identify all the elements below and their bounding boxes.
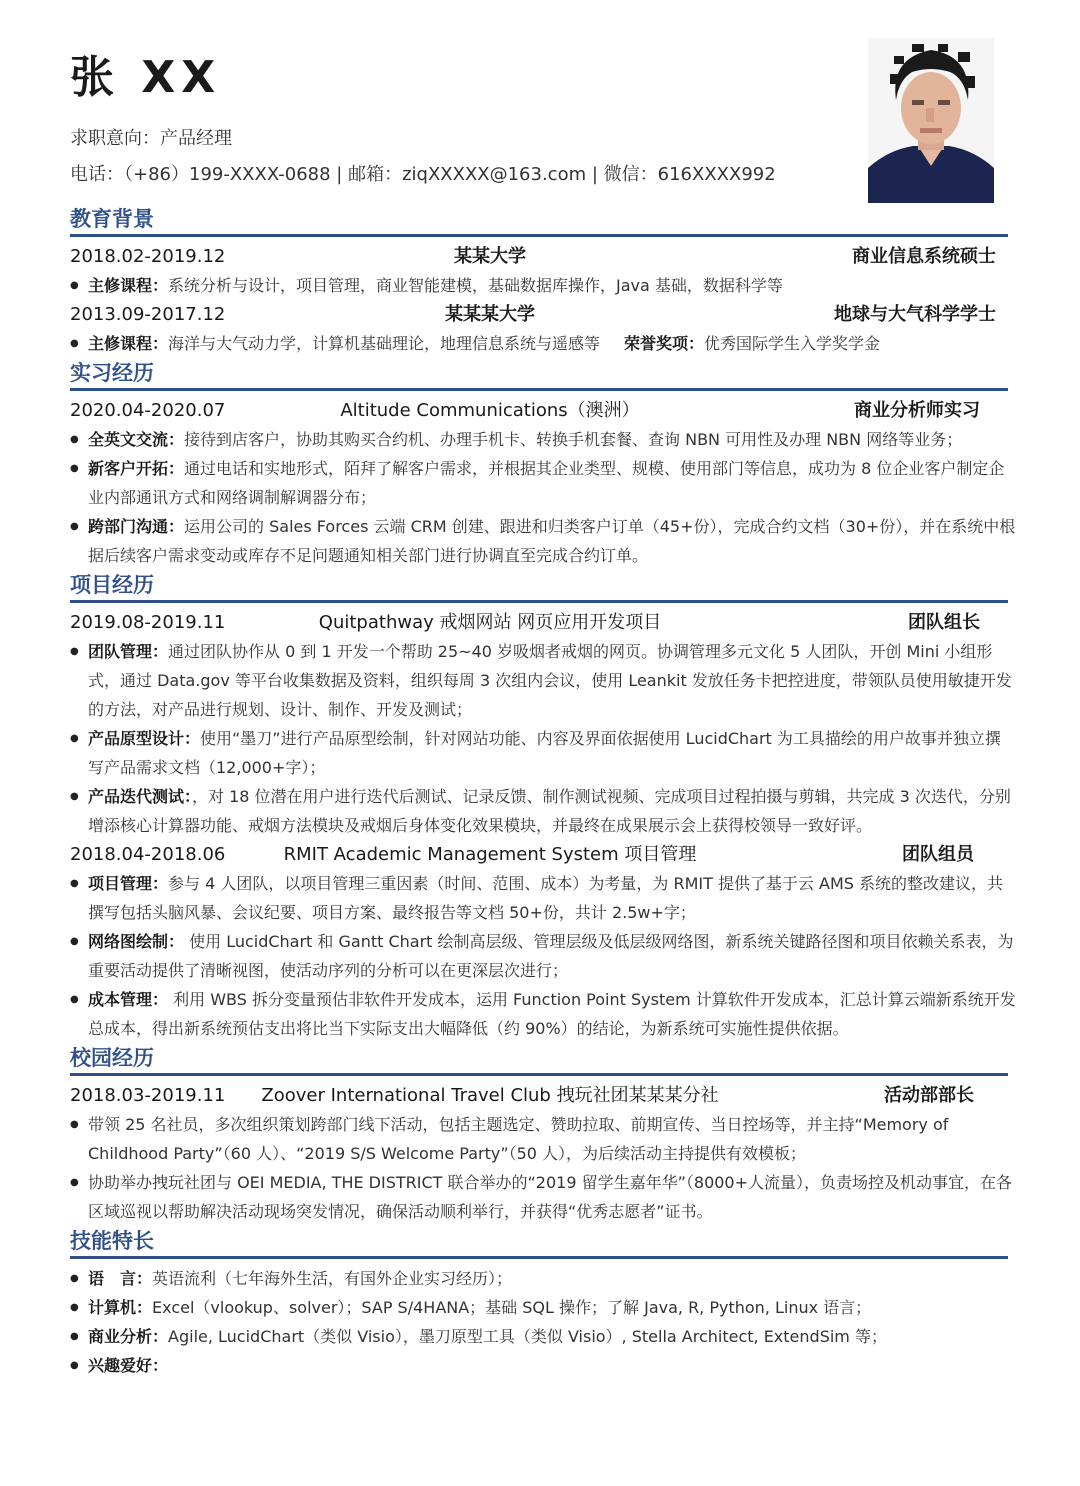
section-divider bbox=[70, 1256, 1008, 1259]
entry-org: Zoover International Travel Club 拽玩社团某某某分社 bbox=[261, 1085, 719, 1106]
entry-date: 2018.03-2019.11 bbox=[70, 1085, 226, 1106]
list-item bbox=[70, 985, 1016, 1043]
bullet-text: 运用公司的 Sales Forces 云端 CRM 创建、跟进和归类客户订单（45+份），完成合约文档（30+份），并在系统中根据后续客户需求变动或库存不足问题通知相关部门进行协调直至完成合约订单。 bbox=[88, 517, 1016, 565]
internship-bullets bbox=[70, 425, 1016, 570]
profile-photo bbox=[868, 38, 994, 203]
bullet-text: 接待到店客户，协助其购买合约机、办理手机卡、转换手机套餐、查询 NBN 可用性及办理 NBN 网络等业务； bbox=[184, 430, 963, 449]
honor-label: 荣誉奖项： bbox=[624, 334, 705, 353]
entry-degree: 地球与大气科学学士 bbox=[834, 304, 996, 325]
internship-entry bbox=[70, 396, 1016, 425]
bullet-text: 利用 WBS 拆分变量预估非软件开发成本，运用 Function Point System 计算软件开发成本，汇总计算云端新系统开发总成本，得出新系统预估支出将比当下实际支出大幅降低（约 90%）的结论，为新系统可实施性提供依据。 bbox=[88, 990, 1016, 1038]
bullet-label: 跨部门沟通： bbox=[88, 517, 185, 536]
job-intent bbox=[70, 126, 850, 152]
project-1-bullets bbox=[70, 637, 1016, 840]
bullet-label: 项目管理： bbox=[88, 874, 169, 893]
section-divider bbox=[70, 234, 1008, 237]
bullet-text: Agile, LucidChart（类似 Visio），墨刀原型工具（类似 Visio）, Stella Architect, ExtendSim 等； bbox=[168, 1327, 887, 1346]
entry-date: 2020.04-2020.07 bbox=[70, 400, 226, 421]
section-title-internship: 实习经历 bbox=[70, 361, 154, 385]
list-item bbox=[70, 927, 1016, 985]
contact-info: 电话：（+86）199-XXXX-0688 | 邮箱：ziqXXXXX@163.com | 微信：616XXXX992 bbox=[70, 164, 776, 185]
bullet-label: 计算机： bbox=[88, 1298, 153, 1317]
section-divider bbox=[70, 1073, 1008, 1076]
profile-photo-image bbox=[868, 38, 994, 203]
entry-role: 团队组长 bbox=[908, 612, 980, 633]
list-item bbox=[70, 724, 1016, 782]
list-item bbox=[70, 1264, 1016, 1293]
section-title-projects: 项目经历 bbox=[70, 573, 154, 597]
section-title-campus: 校园经历 bbox=[70, 1046, 154, 1070]
campus-section bbox=[70, 1043, 1016, 1226]
education-1-bullets bbox=[70, 271, 1016, 300]
list-item bbox=[70, 512, 1016, 570]
bullet-label: 产品原型设计： bbox=[88, 729, 201, 748]
bullet-text: ，对 18 位潜在用户进行迭代后测试、记录反馈、制作测试视频、完成项目过程拍摄与剪辑，共完成 3 次迭代，分别增添核心计算器功能、戒烟方法模块及戒烟后身体变化效果模块，并最终在成果展示会上获得校领导一致好评。 bbox=[88, 787, 1011, 835]
bullet-label: 全英文交流： bbox=[88, 430, 185, 449]
projects-section bbox=[70, 570, 1016, 1043]
bullet-label: 团队管理： bbox=[88, 642, 169, 661]
bullet-text: 海洋与大气动力学，计算机基础理论，地理信息系统与遥感等 bbox=[168, 334, 601, 353]
bullet-label: 新客户开拓： bbox=[88, 459, 185, 478]
list-item bbox=[70, 637, 1016, 724]
bullet-text: 通过团队协作从 0 到 1 开发一个帮助 25~40 岁吸烟者戒烟的网页。协调管理多元文化 5 人团队，开创 Mini 小组形式，通过 Data.gov 等平台收集数据及资料，组织每周 3 次组内会议，使用 Leankit 发放任务卡把控进度，带领队员使用敏捷开发的方法，对产品进行规划、设计、制作、开发及测试； bbox=[88, 642, 1012, 719]
list-item: ● 带领 25 名社员，多次组织策划跨部门线下活动，包括主题选定、赞助拉取、前期宣传、当日控场等，并主持“Memory of Childhood Party”（60 人）、“2019 S/S Welcome Party”（50 人），为后续活动主持提供有效模板； bbox=[70, 1110, 1016, 1168]
list-item bbox=[70, 1351, 1016, 1380]
list-item bbox=[70, 329, 1016, 358]
bullet-text: 使用“墨刀”进行产品原型绘制，针对网站功能、内容及界面依据使用 LucidChart 为工具描绘的用户故事并独立撰写产品需求文档（12,000+字）； bbox=[88, 729, 1001, 777]
entry-date: 2019.08-2019.11 bbox=[70, 612, 226, 633]
bullet-text: 参与 4 人团队，以项目管理三重因素（时间、范围、成本）为考量，为 RMIT 提供了基于云 AMS 系统的整改建议，共撰写包括头脑风暴、会议纪要、项目方案、最终报告等文档 50+份，共计 2.5w+字； bbox=[88, 874, 1004, 922]
skills-bullets bbox=[70, 1264, 1016, 1380]
education-entry-2 bbox=[70, 300, 1016, 329]
bullet-text: 系统分析与设计，项目管理，商业智能建模，基础数据库操作，Java 基础，数据科学等 bbox=[168, 276, 783, 295]
campus-bullets bbox=[70, 1110, 1016, 1226]
skills-section bbox=[70, 1226, 1016, 1380]
entry-date: 2018.04-2018.06 bbox=[70, 844, 226, 865]
list-item bbox=[70, 1293, 1016, 1322]
project-entry-1 bbox=[70, 608, 1016, 637]
campus-entry bbox=[70, 1081, 1016, 1110]
bullet-label: 产品迭代测试： bbox=[88, 787, 193, 806]
list-item bbox=[70, 271, 1016, 300]
section-title-education: 教育背景 bbox=[70, 207, 154, 231]
education-section bbox=[70, 204, 1016, 358]
bullet-text: 使用 LucidChart 和 Gantt Chart 绘制高层级、管理层级及低层级网络图，新系统关键路径图和项目依赖关系表，为重要活动提供了清晰视图，使活动序列的分析可以在更深层次进行； bbox=[88, 932, 1014, 980]
bullet-label: 成本管理： bbox=[88, 990, 169, 1009]
entry-role: 商业分析师实习 bbox=[854, 400, 980, 421]
bullet-text: 英语流利（七年海外生活，有国外企业实习经历）； bbox=[152, 1269, 513, 1288]
entry-school: 某某大学 bbox=[454, 246, 526, 267]
education-entry-1 bbox=[70, 242, 1016, 271]
entry-date: 2013.09-2017.12 bbox=[70, 304, 226, 325]
list-item bbox=[70, 782, 1016, 840]
list-item bbox=[70, 869, 1016, 927]
list-item bbox=[70, 454, 1016, 512]
honor-text: 优秀国际学生入学奖学金 bbox=[704, 334, 881, 353]
bullet-label: 网络图绘制： bbox=[88, 932, 185, 951]
entry-role: 团队组员 bbox=[902, 844, 974, 865]
section-title-skills: 技能特长 bbox=[70, 1229, 154, 1253]
bullet-text: Excel（vlookup、solver）；SAP S/4HANA；基础 SQL 操作；了解 Java, R, Python, Linux 语言； bbox=[152, 1298, 872, 1317]
entry-school: 某某某大学 bbox=[445, 304, 535, 325]
candidate-name: 张 XX bbox=[70, 52, 222, 103]
entry-project-name: Quitpathway 戒烟网站 网页应用开发项目 bbox=[318, 612, 662, 633]
bullet-label: 主修课程： bbox=[88, 334, 169, 353]
bullet-label: 兴趣爱好： bbox=[88, 1356, 169, 1375]
bullet-text: 通过电话和实地形式，陌拜了解客户需求，并根据其企业类型、规模、使用部门等信息，成功为 8 位企业客户制定企业内部通讯方式和网络调制解调器分布； bbox=[88, 459, 1005, 507]
section-divider bbox=[70, 388, 1008, 391]
list-item bbox=[70, 1322, 1016, 1351]
list-item bbox=[70, 425, 1016, 454]
section-divider bbox=[70, 600, 1008, 603]
bullet-label: 商业分析： bbox=[88, 1327, 169, 1346]
entry-degree: 商业信息系统硕士 bbox=[852, 246, 996, 267]
project-entry-2 bbox=[70, 840, 1016, 869]
bullet-label: 主修课程： bbox=[88, 276, 169, 295]
entry-date: 2018.02-2019.12 bbox=[70, 246, 226, 267]
job-intent-label: 求职意向： bbox=[70, 128, 160, 149]
internship-section bbox=[70, 358, 1016, 570]
education-2-bullets bbox=[70, 329, 1016, 358]
entry-role: 活动部部长 bbox=[884, 1085, 974, 1106]
entry-project-name: RMIT Academic Management System 项目管理 bbox=[283, 844, 697, 865]
list-item: ● 协助举办拽玩社团与 OEI MEDIA, THE DISTRICT 联合举办的“2019 留学生嘉年华”（8000+人流量），负责场控及机动事宜，在各区域巡视以帮助解决活动现场突发情况，确保活动顺利举行，并获得“优秀志愿者”证书。 bbox=[70, 1168, 1016, 1226]
job-intent-value: 产品经理 bbox=[160, 128, 232, 149]
resume-header bbox=[70, 52, 850, 188]
project-2-bullets bbox=[70, 869, 1016, 1043]
bullet-label: 语 言： bbox=[88, 1269, 153, 1288]
entry-company: Altitude Communications（澳洲） bbox=[340, 400, 640, 421]
resume-body bbox=[70, 204, 1016, 1380]
